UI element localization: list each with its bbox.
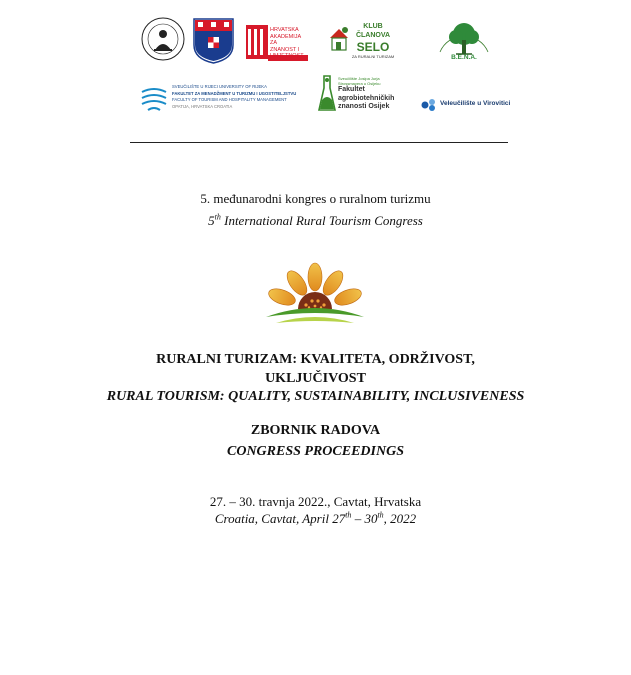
fazos-line5: znanosti Osijek [338,103,390,110]
club-logo [328,18,398,66]
club-line3: ZA RURALNI TURIZAM [351,54,395,59]
date-en-sup2: th [377,510,384,520]
proceedings-en: CONGRESS PROCEEDINGS [227,444,404,459]
fazos-line4: agrobiotehničkih [338,94,395,102]
university-seal-icon [140,16,186,62]
academy-line1: HRVATSKA [270,27,299,33]
date-en-sup1: th [345,510,352,520]
header-divider [130,142,508,143]
fthm-line3: FACULTY OF TOURISM AND HOSPITALITY MANAGEMENT [172,97,287,102]
fthm-line2: FAKULTET ZA MENADŽMENT U TURIZMU I UGOSTITELJSTVU [172,90,297,96]
sunflower-leaf-top [266,308,364,317]
county-coat-of-arms-icon [192,17,235,65]
academy-line4: UMJETNOST [270,53,304,59]
house-icon [328,26,350,54]
fthm-line1: SVEUČILIŠTE U RIJECI UNIVERSITY OF RIJEKA [172,84,267,89]
club-line1: KLUB ČLANOVA [355,23,391,39]
date-en-part3: , 2022 [383,511,417,526]
proceedings-hr: ZBORNIK RADOVA [250,423,381,438]
academy-line2: AKADEMIJA ZA [270,33,301,46]
university-seal-logo [140,16,186,62]
vuv-label: Veleučilište u Virovitici [440,100,511,107]
tourism-faculty-logo [140,82,297,118]
fazos-line2: Strossmayera u Osijeku [338,81,381,86]
date-hr: 27. – 30. travnja 2022., Cavtat, Hrvatska [209,494,422,509]
flask-icon [318,74,336,114]
waves-icon [140,84,168,116]
congress-name-en-rest: International Rural Tourism Congress [220,213,423,228]
date-en [0,511,631,527]
fthm-line4: OPATIJA, HRVATSKA CROATIA [172,103,233,109]
congress-ordinal: th [214,212,221,222]
congress-name-hr: 5. međunarodni kongres o ruralnom turizmu [200,191,431,206]
academy-logo [246,25,308,65]
agrobiotech-faculty-logo [318,74,402,116]
sunflower-leaf-bottom [276,317,354,323]
title-en: RURAL TOURISM: QUALITY, SUSTAINABILITY, INCLUSIVENESS [106,389,525,404]
bena-label: B.E.N.A. [451,54,477,61]
congress-sunflower-logo [262,261,368,329]
vuv-icon [420,98,438,112]
title-hr-line2: UKLJUČIVOST [265,371,366,386]
academy-line3: ZNANOST I [270,46,300,53]
fazos-line3: Fakultet [338,86,365,93]
virovitica-polytechnic-logo [420,97,511,113]
date-en-part2: – 30 [351,511,378,526]
date-en-part1: Croatia, Cavtat, April 27 [214,511,346,526]
congress-name-en [0,213,631,229]
county-coat-of-arms-logo [192,17,235,65]
title-hr-line1: RURALNI TURIZAM: KVALITETA, ODRŽIVOST, [156,352,475,367]
bena-logo [434,16,494,66]
fazos-line1: Sveučilište Josipa Jurja [338,76,380,81]
congress-number: 5 [208,213,215,228]
club-line2: SELO [356,40,390,54]
